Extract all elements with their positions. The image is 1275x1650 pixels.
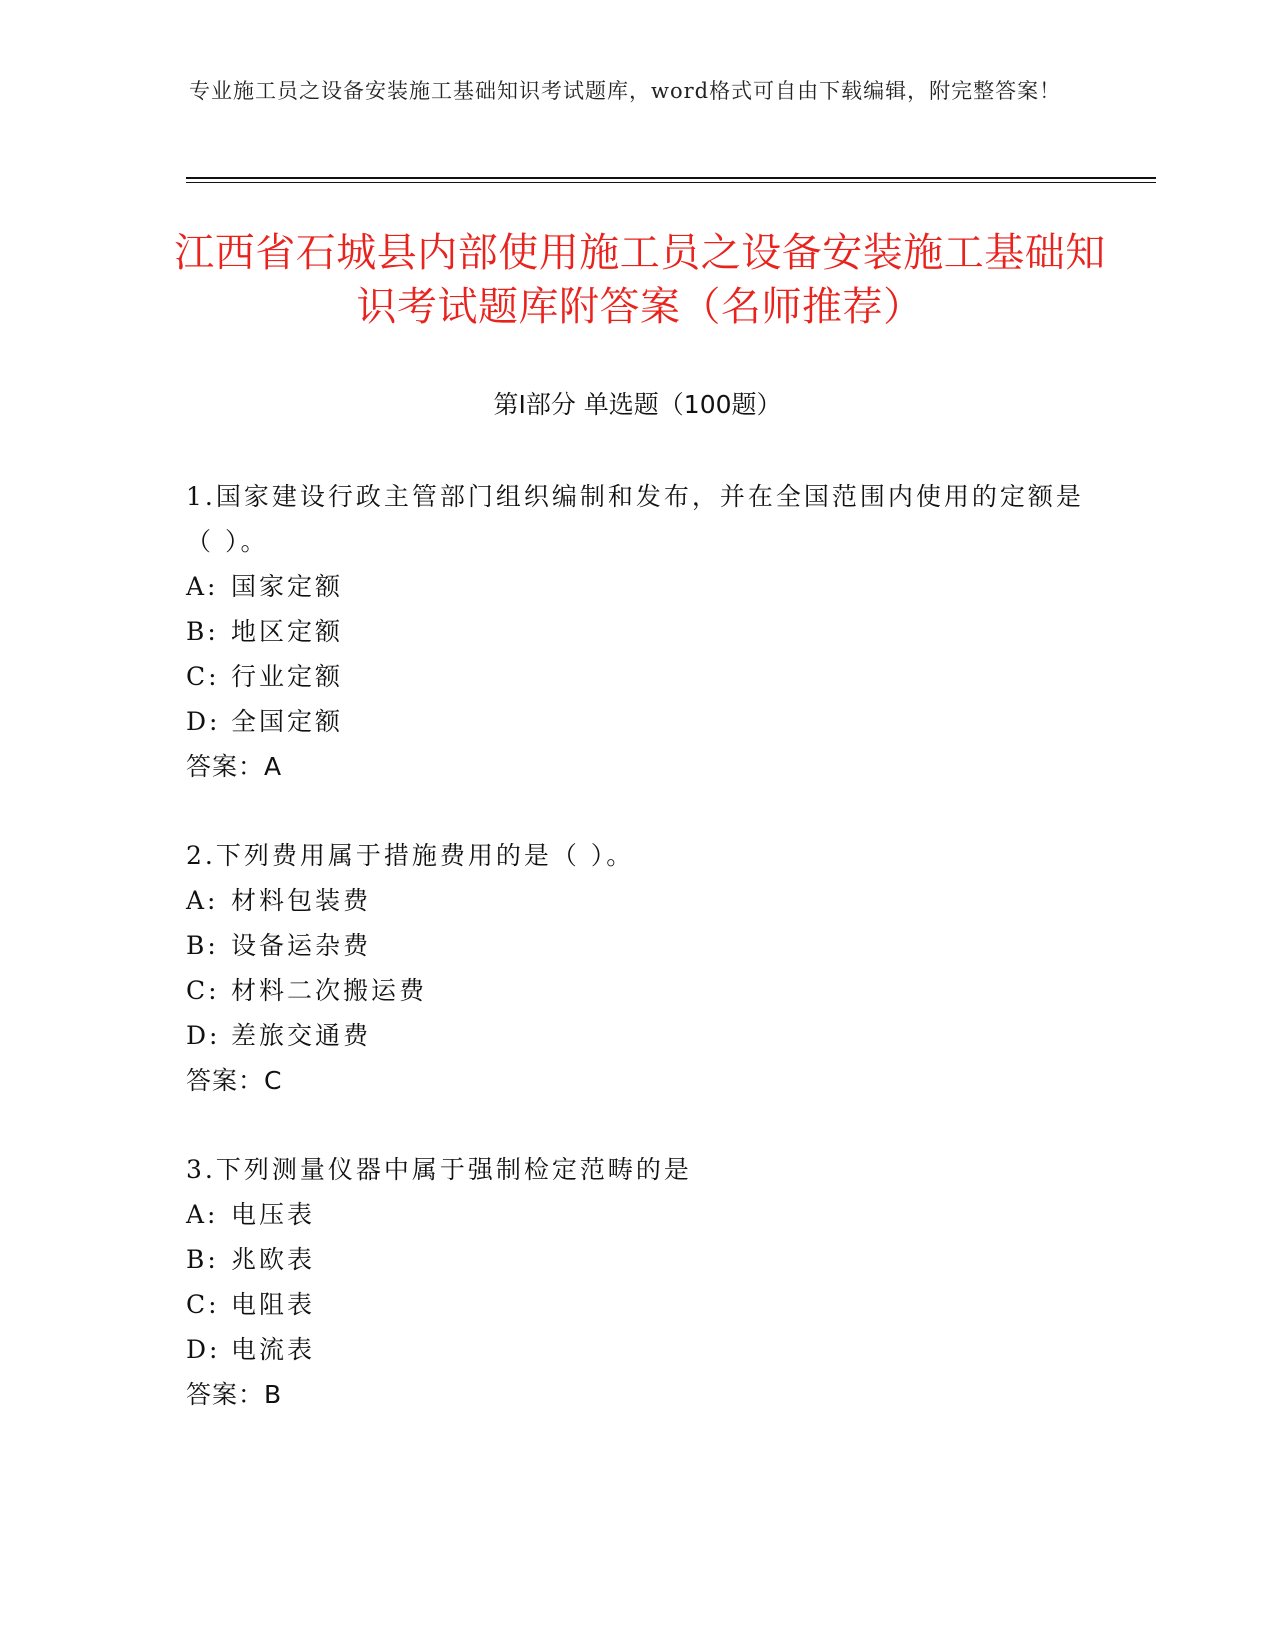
- option-letter: C:: [186, 976, 220, 1005]
- question-stem: 2.下列费用属于措施费用的是（ ）。: [186, 841, 635, 870]
- question-stem: 3.下列测量仪器中属于强制检定范畴的是: [186, 1155, 692, 1184]
- option-d: [186, 1013, 1086, 1058]
- document-title: 江西省石城县内部使用施工员之设备安装施工基础知识考试题库附答案（名师推荐）: [174, 230, 1106, 330]
- option-c: [186, 654, 1086, 699]
- option-text: 材料包装费: [231, 886, 372, 915]
- option-letter: D:: [186, 1021, 221, 1050]
- option-b: [186, 1237, 1086, 1282]
- option-d: [186, 699, 1086, 744]
- option-a: [186, 878, 1086, 923]
- option-text: 兆欧表: [231, 1245, 316, 1274]
- option-text: 地区定额: [231, 617, 344, 646]
- answer-label: 答案：C: [186, 1066, 283, 1095]
- question-2: [186, 833, 1086, 1103]
- option-b: [186, 609, 1086, 654]
- option-letter: D:: [186, 1335, 221, 1364]
- option-text: 材料二次搬运费: [231, 976, 428, 1005]
- option-list: [186, 1192, 1086, 1372]
- option-b: [186, 923, 1086, 968]
- option-letter: A:: [186, 572, 219, 601]
- option-letter: B:: [186, 617, 219, 646]
- option-letter: D:: [186, 707, 221, 736]
- answer-label: 答案：B: [186, 1380, 283, 1409]
- option-text: 行业定额: [231, 662, 344, 691]
- option-letter: C:: [186, 662, 220, 691]
- option-list: [186, 564, 1086, 744]
- option-letter: B:: [186, 931, 219, 960]
- header-rule-thin: [186, 182, 1156, 183]
- question-1: [186, 474, 1086, 789]
- option-text: 差旅交通费: [231, 1021, 372, 1050]
- question-stem: 1.国家建设行政主管部门组织编制和发布，并在全国范围内使用的定额是（ ）。: [186, 482, 1084, 556]
- question-3: [186, 1147, 1086, 1417]
- option-a: [186, 1192, 1086, 1237]
- option-letter: A:: [186, 1200, 219, 1229]
- option-letter: A:: [186, 886, 219, 915]
- option-text: 电阻表: [231, 1290, 316, 1319]
- option-text: 电流表: [231, 1335, 316, 1364]
- option-list: [186, 878, 1086, 1058]
- option-text: 全国定额: [231, 707, 344, 736]
- option-c: [186, 968, 1086, 1013]
- header-rule-thick: [186, 177, 1156, 179]
- option-letter: B:: [186, 1245, 219, 1274]
- answer-label: 答案：A: [186, 752, 283, 781]
- option-a: [186, 564, 1086, 609]
- option-text: 电压表: [231, 1200, 316, 1229]
- option-text: 设备运杂费: [231, 931, 372, 960]
- option-text: 国家定额: [231, 572, 344, 601]
- question-list: [186, 474, 1086, 1461]
- option-c: [186, 1282, 1086, 1327]
- header-note: 专业施工员之设备安装施工基础知识考试题库，word格式可自由下载编辑，附完整答案！: [189, 79, 1062, 103]
- option-letter: C:: [186, 1290, 220, 1319]
- section-title: 第Ⅰ部分 单选题（100题）: [493, 390, 782, 419]
- option-d: [186, 1327, 1086, 1372]
